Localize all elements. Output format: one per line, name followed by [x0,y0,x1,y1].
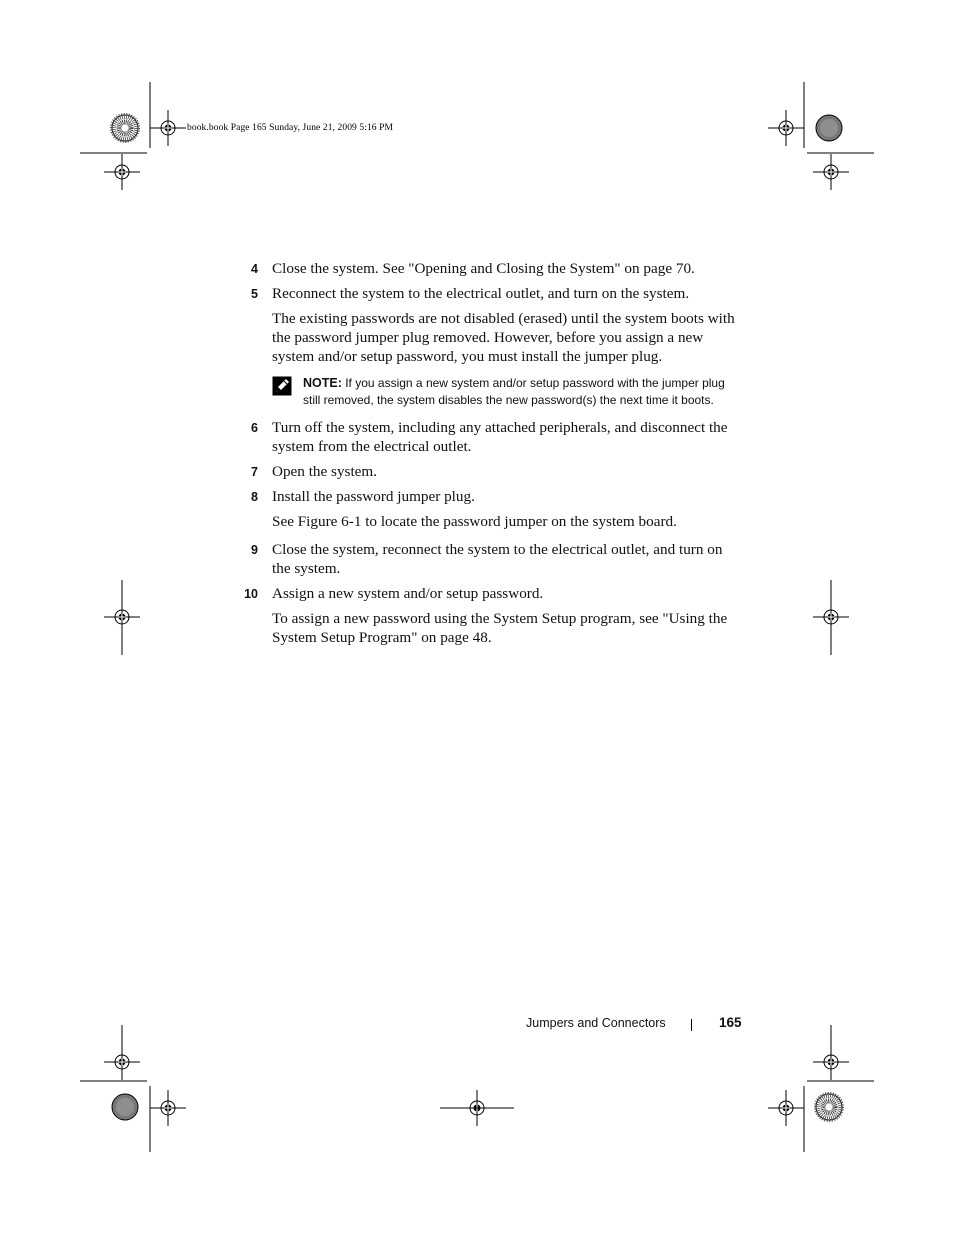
registration-mark-left-bottom [104,1044,140,1080]
step-8 [240,487,740,506]
registration-mark-top-right [768,110,804,146]
step-text: Close the system. See "Opening and Closing the System" on page 70. [272,260,695,277]
note-label: NOTE: [303,376,342,390]
step-number: 9 [251,543,258,557]
step-number: 10 [244,587,258,601]
registration-mark-bottom-left [150,1090,186,1126]
step-text: Turn off the system, including any attached peripherals, and disconnect the system from the electrical outlet. [272,419,728,455]
step-10-detail: To assign a new password using the System Setup program, see "Using the System Setup Program" on page 48. [272,610,728,646]
registration-mark-right-bottom [813,1044,849,1080]
step-5 [240,284,740,303]
page-number: 165 [719,1015,742,1030]
step-9 [240,540,740,578]
step-number: 6 [251,421,258,435]
step-text: Assign a new system and/or setup password. [272,585,544,602]
procedure-content [240,259,740,656]
step-8-detail: See Figure 6-1 to locate the password jumper on the system board. [272,513,677,530]
registration-mark-top-left [150,110,186,146]
footer-divider [691,1019,692,1031]
step-text: Install the password jumper plug. [272,488,475,505]
registration-mark-mid-left [104,599,140,635]
registration-mark-right-top [813,154,849,190]
note-pencil-icon [272,376,292,396]
step-text: Reconnect the system to the electrical outlet, and turn on the system. [272,285,690,302]
step-number: 8 [251,490,258,504]
step-10 [240,584,740,603]
print-slug: book.book Page 165 Sunday, June 21, 2009 5:16 PM [187,123,394,133]
registration-mark-mid-right [813,599,849,635]
step-5-detail: The existing passwords are not disabled (erased) until the system boots with the password jumper plug removed. However, before you assign a new system and/or setup password, you must install the jumper plug. [272,310,735,365]
registration-mark-left-top [104,154,140,190]
step-number: 5 [251,287,258,301]
step-6 [240,418,740,456]
step-4 [240,259,740,278]
footer-section-title: Jumpers and Connectors [526,1016,666,1030]
registration-mark-bottom-right [768,1090,804,1126]
step-text: Open the system. [272,463,378,480]
step-number: 7 [251,465,258,479]
note-text: If you assign a new system and/or setup password with the jumper plug still removed, the system disables the new password(s) the next time it boots. [303,376,725,407]
step-7 [240,462,740,481]
note-callout [240,375,740,409]
step-number: 4 [251,262,258,276]
step-text: Close the system, reconnect the system to the electrical outlet, and turn on the system. [272,541,723,577]
